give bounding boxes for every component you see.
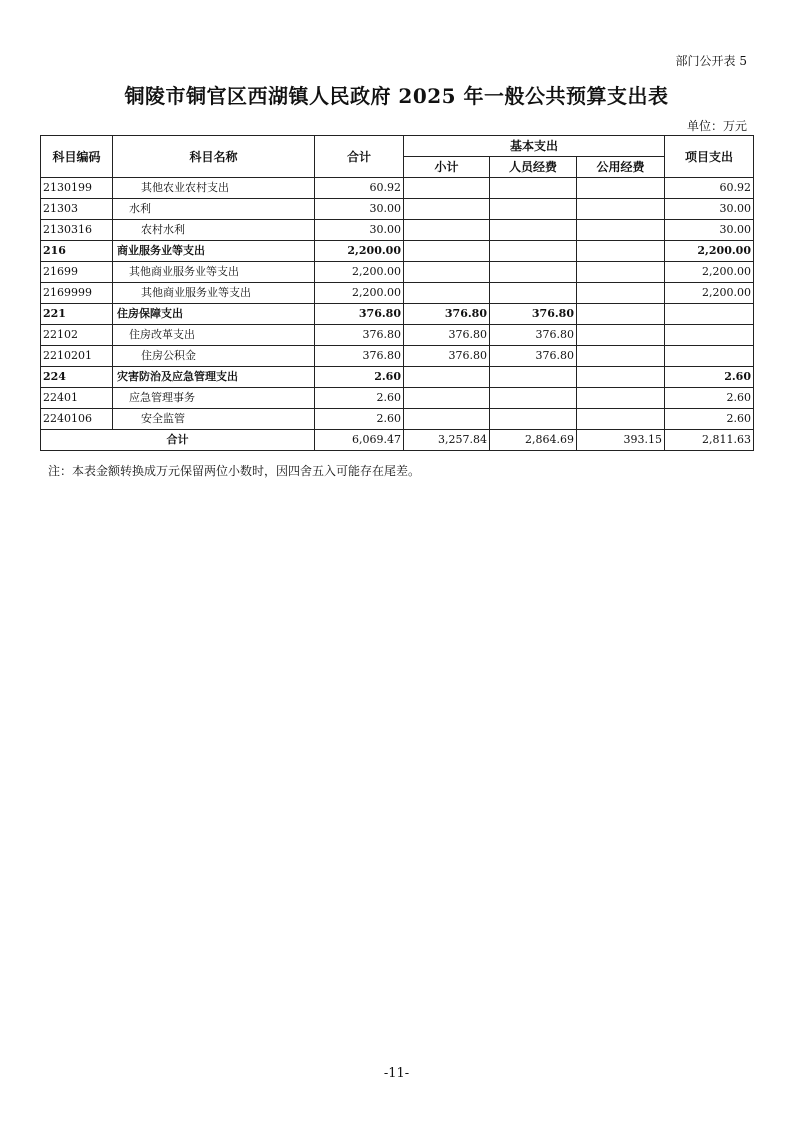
subtotal-cell [404,262,490,283]
subtotal-cell [404,220,490,241]
personnel-cell: 376.80 [490,346,577,367]
code-cell: 2130316 [41,220,113,241]
public-cell [577,241,665,262]
project-cell: 30.00 [665,199,754,220]
table-row [41,241,754,262]
total-cell: 376.80 [315,346,404,367]
header-code: 科目编码 [41,136,113,178]
public-cell [577,325,665,346]
table-row [41,262,754,283]
public-cell [577,199,665,220]
table-row [41,178,754,199]
personnel-cell: 376.80 [490,304,577,325]
public-cell [577,178,665,199]
project-cell: 2,200.00 [665,262,754,283]
code-cell: 22401 [41,388,113,409]
budget-table [40,135,754,451]
document-tag: 部门公开表 5 [675,54,747,68]
total-cell: 2.60 [315,367,404,388]
project-cell: 2.60 [665,388,754,409]
subtotal-cell [404,178,490,199]
name-cell: 安全监管 [113,409,315,430]
name-cell: 住房保障支出 [113,304,315,325]
name-cell: 水利 [113,199,315,220]
personnel-cell [490,178,577,199]
code-cell: 2210201 [41,346,113,367]
name-cell: 住房公积金 [113,346,315,367]
personnel-cell [490,262,577,283]
public-cell [577,304,665,325]
total-cell: 2,200.00 [315,262,404,283]
name-cell: 其他农业农村支出 [113,178,315,199]
page-number: -11- [383,1066,410,1081]
header-total: 合计 [315,136,404,178]
total-cell: 6,069.47 [315,430,404,451]
public-cell [577,388,665,409]
personnel-cell: 376.80 [490,325,577,346]
table-row [41,304,754,325]
name-cell: 灾害防治及应急管理支出 [113,367,315,388]
code-cell: 224 [41,367,113,388]
total-cell: 376.80 [315,304,404,325]
public-cell [577,283,665,304]
personnel-cell [490,388,577,409]
project-cell: 2.60 [665,409,754,430]
subtotal-cell: 3,257.84 [404,430,490,451]
page-title: 铜陵市铜官区西湖镇人民政府 2025 年一般公共预算支出表 [124,84,669,108]
footnote: 注：本表金额转换成万元保留两位小数时，因四舍五入可能存在尾差。 [48,464,421,478]
personnel-cell [490,241,577,262]
subtotal-cell [404,409,490,430]
personnel-cell [490,283,577,304]
subtotal-cell [404,283,490,304]
header-subtotal: 小计 [404,157,490,178]
total-row [41,430,754,451]
subtotal-cell [404,388,490,409]
project-cell: 2,200.00 [665,283,754,304]
personnel-cell [490,199,577,220]
subtotal-cell [404,367,490,388]
subtotal-cell: 376.80 [404,325,490,346]
project-cell [665,346,754,367]
code-cell: 21303 [41,199,113,220]
table-row [41,325,754,346]
code-cell: 21699 [41,262,113,283]
subtotal-cell [404,241,490,262]
total-cell: 30.00 [315,220,404,241]
public-cell [577,262,665,283]
personnel-cell [490,220,577,241]
header-basic: 基本支出 [404,136,665,157]
total-cell: 60.92 [315,178,404,199]
name-cell: 其他商业服务业等支出 [113,262,315,283]
personnel-cell [490,367,577,388]
personnel-cell [490,409,577,430]
name-cell: 其他商业服务业等支出 [113,283,315,304]
public-cell [577,367,665,388]
project-cell: 30.00 [665,220,754,241]
total-cell: 2.60 [315,409,404,430]
header-name: 科目名称 [113,136,315,178]
code-cell: 2240106 [41,409,113,430]
table-row [41,409,754,430]
code-cell: 216 [41,241,113,262]
name-cell: 商业服务业等支出 [113,241,315,262]
total-cell: 376.80 [315,325,404,346]
project-cell: 2.60 [665,367,754,388]
project-cell [665,304,754,325]
code-cell: 22102 [41,325,113,346]
name-cell: 农村水利 [113,220,315,241]
table-row [41,388,754,409]
name-cell: 应急管理事务 [113,388,315,409]
header-public: 公用经费 [577,157,665,178]
table-row [41,367,754,388]
code-cell: 2169999 [41,283,113,304]
subtotal-cell [404,199,490,220]
subtotal-cell: 376.80 [404,304,490,325]
table-row [41,346,754,367]
total-cell: 2.60 [315,388,404,409]
subtotal-cell: 376.80 [404,346,490,367]
project-cell [665,325,754,346]
public-cell [577,409,665,430]
public-cell: 393.15 [577,430,665,451]
total-cell: 2,200.00 [315,283,404,304]
project-cell: 2,811.63 [665,430,754,451]
code-cell: 221 [41,304,113,325]
personnel-cell: 2,864.69 [490,430,577,451]
table-row [41,199,754,220]
public-cell [577,346,665,367]
code-cell: 2130199 [41,178,113,199]
header-personnel: 人员经费 [490,157,577,178]
header-project: 项目支出 [665,136,754,178]
public-cell [577,220,665,241]
total-cell: 2,200.00 [315,241,404,262]
unit-label: 单位：万元 [686,119,747,133]
table-row [41,283,754,304]
project-cell: 2,200.00 [665,241,754,262]
total-label: 合计 [41,430,315,451]
name-cell: 住房改革支出 [113,325,315,346]
table-row [41,220,754,241]
project-cell: 60.92 [665,178,754,199]
total-cell: 30.00 [315,199,404,220]
